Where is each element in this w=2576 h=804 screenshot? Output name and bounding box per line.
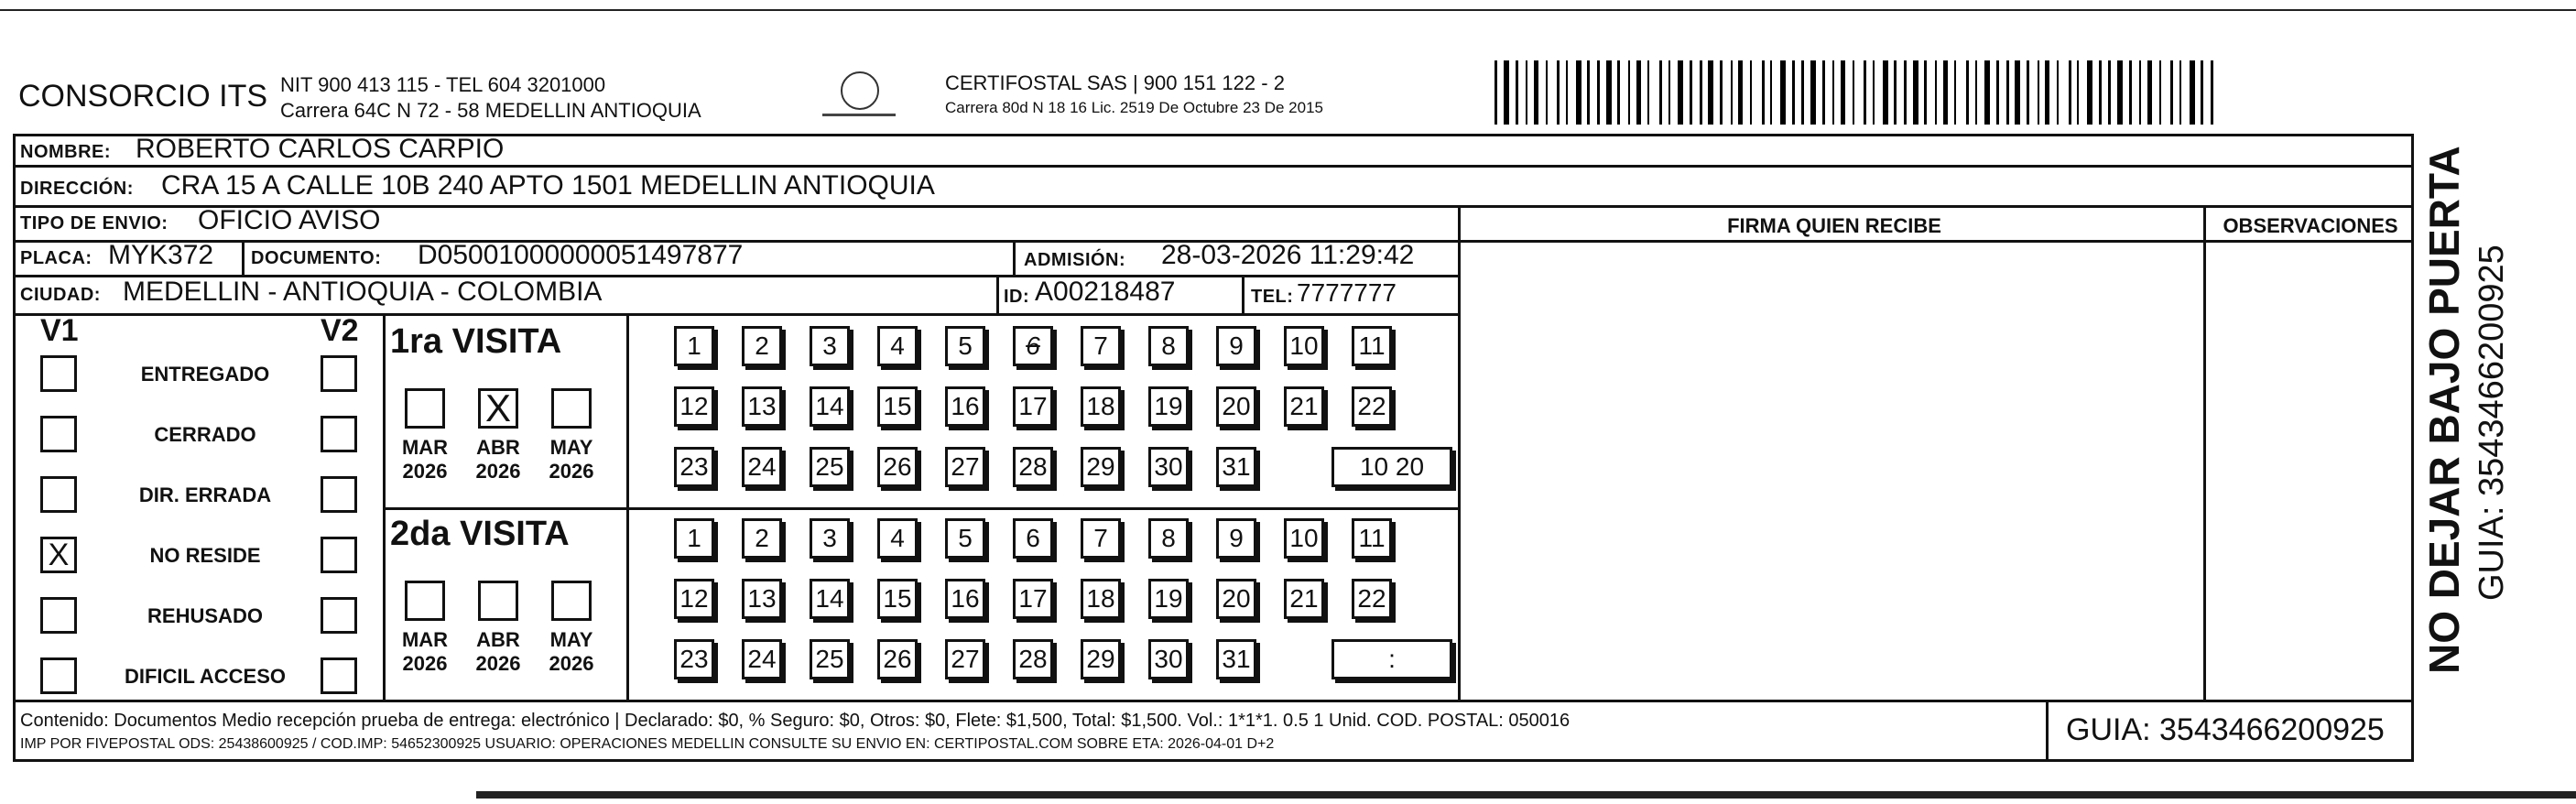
barcode-bar [2108, 60, 2111, 125]
top-border-line [0, 9, 2576, 11]
time-box[interactable]: 10 20 [1331, 447, 1452, 487]
barcode [1495, 60, 2227, 125]
barcode-bar [1636, 60, 1641, 125]
barcode-bar [1883, 60, 1888, 125]
barcode-bar [2077, 60, 2079, 125]
col-line [996, 275, 999, 313]
id-value: A00218487 [1035, 277, 1176, 307]
nombre-label: NOMBRE: [20, 142, 112, 162]
day-box[interactable]: 23 [674, 639, 714, 679]
day-box[interactable]: 28 [1013, 639, 1053, 679]
bottom-border-line [476, 791, 2576, 799]
barcode-bar [1954, 60, 1956, 125]
barcode-bar [1801, 60, 1804, 125]
barcode-bar [1984, 60, 1990, 125]
barcode-bar [1935, 60, 1937, 125]
company-name: CONSORCIO ITS [18, 79, 268, 114]
month-checkbox[interactable] [405, 581, 445, 621]
tipo-envio-value: OFICIO AVISO [198, 205, 381, 235]
day-box[interactable]: 12 [674, 386, 714, 427]
barcode-bar [1557, 60, 1560, 125]
barcode-bar [1975, 60, 1977, 125]
barcode-bar [2129, 60, 2132, 125]
barcode-bar [2099, 60, 2102, 125]
id-label: ID: [1004, 287, 1030, 307]
day-box[interactable]: 22 [1352, 386, 1392, 427]
barcode-bar [1720, 60, 1723, 125]
day-box[interactable]: 27 [945, 447, 985, 487]
barcode-bar [1566, 60, 1568, 125]
day-box[interactable]: 11 [1352, 326, 1392, 366]
barcode-bar [1780, 60, 1786, 125]
barcode-bar [1708, 60, 1713, 125]
day-box[interactable]: 5 [945, 326, 985, 366]
barcode-bar [1587, 60, 1590, 125]
barcode-bar [1617, 60, 1620, 125]
col-line [383, 313, 386, 700]
row-line [13, 165, 2414, 168]
nombre-value: ROBERTO CARLOS CARPIO [136, 134, 505, 164]
day-box[interactable]: 1 [674, 518, 714, 559]
col-line [2046, 700, 2049, 762]
status-label: NO RESIDE [149, 544, 261, 567]
barcode-bar [2027, 60, 2029, 125]
day-box[interactable]: 5 [945, 518, 985, 559]
month-label: MAR 2026 [401, 628, 449, 675]
v1-label: V1 [40, 313, 79, 348]
day-box[interactable]: 9 [1216, 518, 1256, 559]
day-box[interactable]: 26 [877, 447, 918, 487]
day-box[interactable]: 24 [742, 639, 782, 679]
admision-label: ADMISIÓN: [1024, 250, 1126, 270]
nit-line: NIT 900 413 115 - TEL 604 3201000 [280, 73, 606, 96]
placa-value: MYK372 [108, 240, 214, 270]
barcode-bar [1873, 60, 1875, 125]
v2-checkbox[interactable] [321, 597, 357, 634]
barcode-bar [2087, 60, 2092, 125]
documento-label: DOCUMENTO: [251, 248, 382, 268]
row-line [13, 313, 1460, 316]
barcode-bar [1546, 60, 1548, 125]
barcode-bar [2006, 60, 2009, 125]
barcode-bar [1792, 60, 1795, 125]
side-guia: GUIA: 3543466200925 [2473, 244, 2511, 601]
day-box[interactable]: 11 [1352, 518, 1392, 559]
month-checkbox[interactable] [551, 388, 592, 429]
barcode-bar [1904, 60, 1907, 125]
tel-value: 7777777 [1297, 278, 1397, 307]
day-box[interactable]: 22 [1352, 579, 1392, 619]
day-box[interactable]: 31 [1216, 447, 1256, 487]
col-line [242, 240, 245, 277]
placa-label: PLACA: [20, 248, 92, 268]
barcode-bar [1576, 60, 1581, 125]
tipo-envio-label: TIPO DE ENVIO: [20, 213, 168, 234]
day-box[interactable]: 29 [1081, 639, 1121, 679]
barcode-bar [1597, 60, 1600, 125]
ciudad-label: CIUDAD: [20, 285, 101, 305]
day-box[interactable]: 28 [1013, 447, 1053, 487]
v1-checkbox[interactable] [40, 476, 77, 513]
day-box[interactable]: 13 [742, 386, 782, 427]
day-box[interactable]: 2 [742, 326, 782, 366]
day-box[interactable]: 30 [1148, 639, 1189, 679]
v2-checkbox[interactable] [321, 537, 357, 573]
documento-value: D05001000000051497877 [418, 240, 744, 270]
v2-checkbox[interactable] [321, 416, 357, 452]
barcode-bar [2159, 60, 2161, 125]
address-line: Carrera 64C N 72 - 58 MEDELLIN ANTIOQUIA [280, 99, 701, 122]
barcode-bar [1700, 60, 1702, 125]
certifostal-line: CERTIFOSTAL SAS | 900 151 122 - 2 [945, 71, 1285, 94]
month-checkbox[interactable] [551, 581, 592, 621]
day-box[interactable]: 16 [945, 386, 985, 427]
day-box[interactable]: 7 [1081, 518, 1121, 559]
barcode-bar [1894, 60, 1897, 125]
month-label: MAY 2026 [549, 628, 594, 675]
col-line [2203, 205, 2206, 700]
status-label: REHUSADO [147, 604, 263, 627]
col-line [1458, 205, 1461, 700]
barcode-bar [2015, 60, 2020, 125]
barcode-bar [2069, 60, 2071, 125]
barcode-bar [1731, 60, 1733, 125]
v1-checkbox[interactable]: X [40, 537, 77, 573]
barcode-bar [2190, 60, 2195, 125]
day-box[interactable]: 6 [1013, 518, 1053, 559]
barcode-bar [1628, 60, 1630, 125]
visit2-title: 2da VISITA [390, 515, 570, 553]
visit1-title: 1ra VISITA [390, 322, 562, 361]
day-box[interactable]: 14 [810, 386, 850, 427]
direccion-label: DIRECCIÓN: [20, 179, 134, 199]
day-box[interactable]: 12 [674, 579, 714, 619]
day-box[interactable]: 10 [1284, 326, 1324, 366]
status-label: CERRADO [154, 423, 256, 446]
day-box[interactable]: 19 [1148, 386, 1189, 427]
day-box[interactable]: 31 [1216, 639, 1256, 679]
day-box[interactable]: 18 [1081, 579, 1121, 619]
barcode-bar [1534, 60, 1538, 125]
barcode-bar [1504, 60, 1509, 125]
side-warning: NO DEJAR BAJO PUERTA [2420, 146, 2468, 674]
day-box[interactable]: 2 [742, 518, 782, 559]
day-box[interactable]: 8 [1148, 518, 1189, 559]
barcode-bar [1659, 60, 1662, 125]
v2-checkbox[interactable] [321, 355, 357, 392]
day-box[interactable]: 21 [1284, 386, 1324, 427]
day-box[interactable]: 7 [1081, 326, 1121, 366]
day-box[interactable]: 18 [1081, 386, 1121, 427]
footer-guia: GUIA: 3543466200925 [2066, 712, 2385, 747]
barcode-bar [1678, 60, 1683, 125]
certifostal-sub: Carrera 80d N 18 16 Lic. 2519 De Octubre 23 De 2015 [945, 99, 1323, 116]
day-box[interactable]: 1 [674, 326, 714, 366]
day-box[interactable]: 13 [742, 579, 782, 619]
certifostal-logo-icon [841, 71, 879, 110]
v1-checkbox[interactable] [40, 657, 77, 694]
day-box[interactable]: 17 [1013, 386, 1053, 427]
barcode-bar [1943, 60, 1948, 125]
day-box[interactable]: 21 [1284, 579, 1324, 619]
month-label: ABR 2026 [475, 436, 521, 483]
barcode-bar [2139, 60, 2141, 125]
barcode-bar [1832, 60, 1834, 125]
barcode-bar [2179, 60, 2181, 125]
status-label: ENTREGADO [140, 363, 270, 386]
v1-checkbox[interactable] [40, 597, 77, 634]
barcode-bar [2201, 60, 2203, 125]
footer-print-info: IMP POR FIVEPOSTAL ODS: 25438600925 / COD.IMP: 54652300925 USUARIO: OPERACIONES MEDELLIN CONSULTE SU ENVIO EN: CERTIPOSTAL.COM SOBRE ETA: 2026-04-01 D+2 [20, 736, 1275, 752]
barcode-bar [1647, 60, 1649, 125]
v1-checkbox[interactable] [40, 416, 77, 452]
barcode-bar [1913, 60, 1918, 125]
barcode-bar [1924, 60, 1927, 125]
day-box[interactable]: 25 [810, 639, 850, 679]
barcode-bar [2170, 60, 2173, 125]
status-label: DIR. ERRADA [138, 483, 272, 506]
barcode-bar [2117, 60, 2123, 125]
barcode-bar [1841, 60, 1845, 125]
barcode-bar [1668, 60, 1670, 125]
row-line [13, 700, 2414, 702]
barcode-bar [2147, 60, 2152, 125]
day-box[interactable]: 17 [1013, 579, 1053, 619]
barcode-bar [1495, 60, 1497, 125]
month-checkbox[interactable] [405, 388, 445, 429]
firma-header: FIRMA QUIEN RECIBE [1727, 214, 1941, 237]
day-box[interactable]: 15 [877, 579, 918, 619]
day-box[interactable]: 23 [674, 447, 714, 487]
day-box[interactable]: 3 [810, 518, 850, 559]
barcode-bar [1762, 60, 1765, 125]
day-box[interactable]: 4 [877, 326, 918, 366]
barcode-bar [2038, 60, 2039, 125]
month-checkbox[interactable]: X [478, 388, 518, 429]
month-label: MAY 2026 [549, 436, 594, 483]
day-box[interactable]: 10 [1284, 518, 1324, 559]
observaciones-header: OBSERVACIONES [2223, 214, 2398, 237]
status-label: DIFICIL ACCESO [124, 665, 286, 688]
barcode-bar [1853, 60, 1854, 125]
certifostal-logo-line [822, 114, 896, 116]
day-box[interactable]: 14 [810, 579, 850, 619]
col-line [1013, 240, 1016, 277]
barcode-bar [1738, 60, 1743, 125]
col-line [1242, 275, 1245, 313]
barcode-bar [1516, 60, 1518, 125]
day-box[interactable]: 16 [945, 579, 985, 619]
day-box[interactable]: 25 [810, 447, 850, 487]
col-line [626, 313, 629, 700]
barcode-bar [1864, 60, 1866, 125]
day-box[interactable]: 6 [1013, 326, 1053, 366]
day-box[interactable]: 19 [1148, 579, 1189, 619]
ciudad-value: MEDELLIN - ANTIOQUIA - COLOMBIA [123, 277, 603, 307]
v2-label: V2 [321, 313, 359, 348]
barcode-bar [1526, 60, 1527, 125]
day-box[interactable]: 9 [1216, 326, 1256, 366]
tel-label: TEL: [1251, 287, 1294, 307]
month-label: ABR 2026 [475, 628, 521, 675]
direccion-value: CRA 15 A CALLE 10B 240 APTO 1501 MEDELLIN ANTIOQUIA [161, 170, 935, 201]
day-box[interactable]: 15 [877, 386, 918, 427]
month-label: MAR 2026 [401, 436, 449, 483]
barcode-bar [1822, 60, 1825, 125]
day-box[interactable]: 20 [1216, 386, 1256, 427]
barcode-bar [1770, 60, 1772, 125]
barcode-bar [2045, 60, 2049, 125]
barcode-bar [1810, 60, 1816, 125]
day-box[interactable]: 27 [945, 639, 985, 679]
day-box[interactable]: 29 [1081, 447, 1121, 487]
day-box[interactable]: 24 [742, 447, 782, 487]
day-box[interactable]: 4 [877, 518, 918, 559]
barcode-bar [2211, 60, 2213, 125]
barcode-bar [1750, 60, 1752, 125]
barcode-bar [1690, 60, 1692, 125]
admision-value: 28-03-2026 11:29:42 [1161, 240, 1415, 270]
month-checkbox[interactable] [478, 581, 518, 621]
time-box[interactable]: : [1331, 639, 1452, 679]
barcode-bar [1996, 60, 1999, 125]
day-box[interactable]: 26 [877, 639, 918, 679]
row-line [383, 507, 1460, 510]
day-box[interactable]: 3 [810, 326, 850, 366]
barcode-bar [1606, 60, 1612, 125]
footer-contents: Contenido: Documentos Medio recepción prueba de entrega: electrónico | Declarado: $0, % Seguro: $0, Otros: $0, Flete: $1,500, Total: $1,500. Vol.: 1*1*1. 0.5 1 Unid. COD. POSTAL: 050016 [20, 711, 1571, 731]
day-box[interactable]: 20 [1216, 579, 1256, 619]
day-box[interactable]: 8 [1148, 326, 1189, 366]
v1-checkbox[interactable] [40, 355, 77, 392]
v2-checkbox[interactable] [321, 657, 357, 694]
day-box[interactable]: 30 [1148, 447, 1189, 487]
barcode-bar [1966, 60, 1969, 125]
v2-checkbox[interactable] [321, 476, 357, 513]
barcode-bar [2057, 60, 2059, 125]
